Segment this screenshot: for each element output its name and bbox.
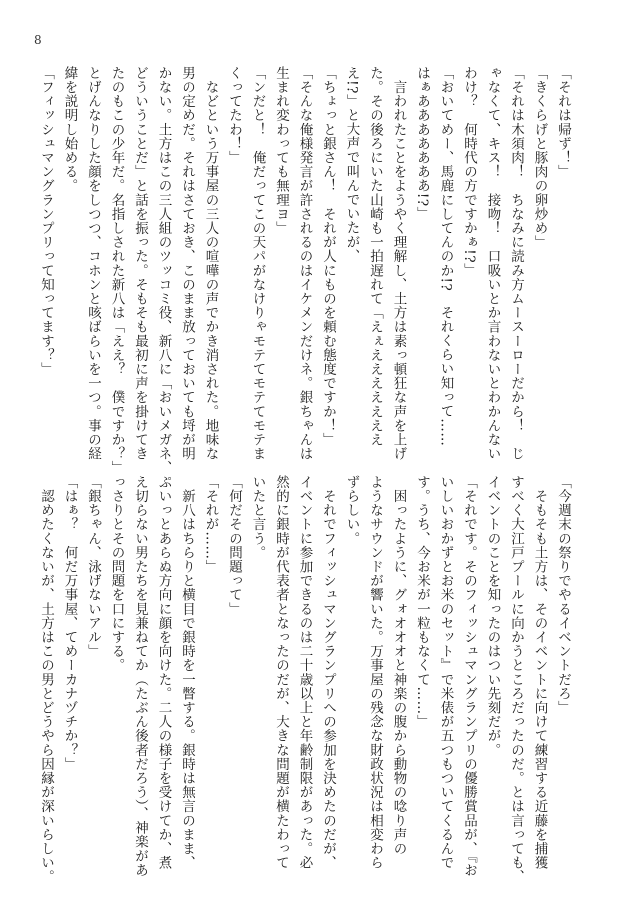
text-line: 「それです。そのフィッシュマングランプリの優勝賞品が、『お	[461, 475, 477, 878]
text-line: くってたわ！」	[226, 66, 242, 165]
top-text-block	[34, 66, 575, 475]
text-line: 認めたくないが、土方はこの男とどうやら因縁が深いらしい。	[38, 475, 54, 884]
text-line: 新八はちらりと横目で銀時を一瞥する。銀時は無言のまま、	[179, 475, 195, 870]
text-line: え切らない男たちを見兼ねてか（たぶん後者だろう）、神楽があ	[132, 475, 148, 878]
text-line: 「きくらげと豚肉の卵炒め」	[531, 66, 548, 250]
text-line: 「ンだと！ 俺だってこの天パがなけりゃモテてモテてモテま	[249, 66, 266, 461]
text-line: 「それは帰ず！」	[555, 66, 571, 179]
text-line: それでフィッシュマングランプリへの参加を決めたのだが、	[320, 475, 336, 870]
page-number: 8	[34, 33, 42, 47]
text-line: イベントに参加できるのは二十歳以上と年齢制限があった。必	[296, 475, 313, 870]
text-line: ゃなくて、キス！ 接吻！ 口吸いとか言わないとわかんない	[484, 66, 501, 461]
text-line: 言われたことをようやく理解し、土方は素っ頓狂な声を上げ	[390, 66, 407, 461]
text-line: などという万事屋の三人の喧嘩の声でかき消された。地味な	[202, 66, 219, 461]
text-line: た。その後ろにいた山崎も一拍遅れて「えぇえええええええ	[367, 66, 383, 447]
text-line: 生まれ変わっても無理ヨ」	[273, 66, 289, 236]
text-line: え!?」と大声で叫んでいたが、	[343, 66, 360, 264]
text-line: 「おいてめー、馬鹿にしてんのか!? それくらい知って……	[437, 66, 454, 447]
text-line: 「フィッシュマングランプリって知ってます？」	[38, 66, 54, 377]
text-line: すべく大江戸プールに向かうところだったのだ。とは言っても、	[508, 475, 524, 884]
text-line: す。うち、今お米が一粒もなくて……」	[414, 475, 430, 729]
text-line: 緯を説明し始める。	[61, 66, 78, 193]
text-line: 「今週末の祭りでやるイベントだろ」	[555, 475, 571, 715]
text-line: はぁあああああああ!?」	[414, 66, 430, 221]
text-line: かない。土方はこの三人組のツッコミ役、新八に「おいメガネ、	[155, 66, 172, 475]
text-line: 男の定めだ。それはさておき、このまま放っておいても埒が明	[179, 66, 195, 461]
text-line: 「はぁ？ 何だ万事屋、てめーカナヅチか？」	[61, 475, 78, 772]
text-line: ぷいっとあらぬ方向に顔を向けた。二人の様子を受けてか、煮	[155, 475, 172, 870]
text-line: 「それは木須肉！ ちなみに読み方ムースーローだから！ じ	[508, 66, 524, 461]
text-line: 「銀ちゃん、泳げないアル」	[85, 475, 101, 659]
bottom-text-block	[34, 475, 575, 884]
text-line: とげんなりした顔をしつつ、コホンと咳ばらいを一つ。事の経	[85, 66, 101, 461]
text-line: イベントのことを知ったのはつい先刻だが。	[484, 475, 501, 757]
text-line: ようなサウンドが響いた。万事屋の残念な財政状況は相変わら	[367, 475, 383, 870]
text-line: ずらしい。	[343, 475, 360, 546]
text-line: 然的に銀時が代表者となったのだが、大きな問題が横たわって	[273, 475, 289, 870]
text-line: たのもこの少年だ。名指しされた新八は「ええ？ 僕ですか？」	[108, 66, 125, 475]
text-line: 「ちょっと銀さん！ それが人にものを頼む態度ですか！」	[320, 66, 336, 447]
text-line: いたと言う。	[249, 475, 266, 560]
text-line: 困ったように、グォオオオと神楽の腹から動物の唸り声の	[390, 475, 407, 856]
text-line: っさりとその問題を口にする。	[108, 475, 125, 673]
text-line: 「そんな俺様発言が許されるのはイケメンだけネ。銀ちゃんは	[296, 66, 313, 461]
text-line: 「何だその問題って」	[226, 475, 242, 616]
text-line: どういうことだ」と話を振った。そもそも最初に声を掛けてき	[132, 66, 148, 461]
text-line: いしいおかずとお米のセット』で米俵が五つもついてくるんで	[437, 475, 454, 870]
text-line: そもそも土方は、そのイベントに向けて練習する近藤を捕獲	[531, 475, 548, 870]
text-line: 「それが……」	[202, 475, 219, 574]
text-line: わけ？ 何時代の方ですかぁ!?」	[461, 66, 477, 278]
